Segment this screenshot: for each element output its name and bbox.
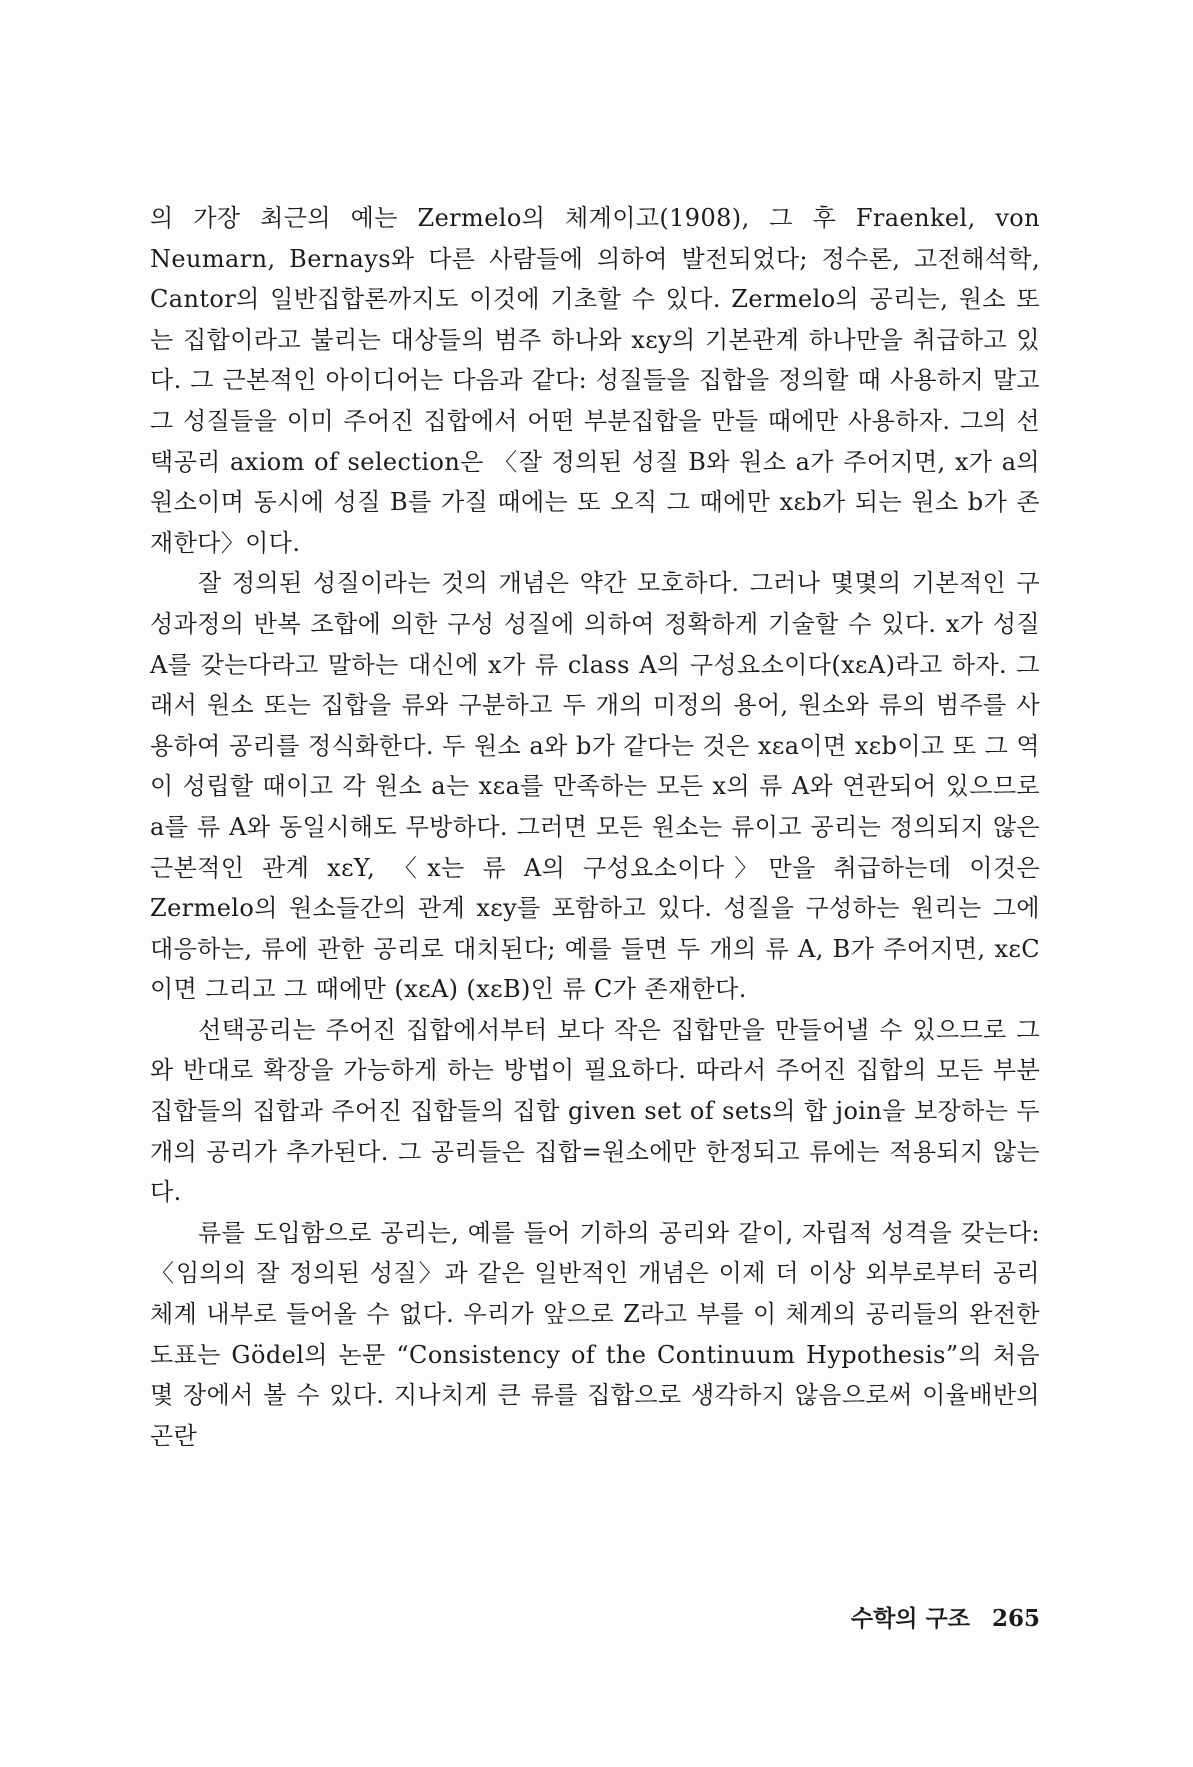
page-number: 265 <box>991 1605 1040 1632</box>
paragraph-1: 의 가장 최근의 예는 Zermelo의 체계이고(1908), 그 후 Fraenkel, von Neumarn, Bernays와 다른 사람들에 의하여 발전되었다; 정수론, 고전해석학, Cantor의 일반집합론까지도 이것에 기초할 수 있다. Zermelo의 공리는, 원소 또는 집합이라고 불리는 대상들의 범주 하나와 xεy의 기본관계 하나만을 취급하고 있다. 그 근본적인 아이디어는 다음과 같다: 성질들을 집합을 정의할 때 사용하지 말고 그 성질들을 이미 주어진 집합에서 어떤 부분집합을 만들 때에만 사용하자. 그의 선택공리 axiom of selection은 〈잘 정의된 성질 B와 원소 a가 주어지면, x가 a의 원소이며 동시에 성질 B를 가질 때에는 또 오직 그 때에만 xεb가 되는 원소 b가 존재한다〉이다. <box>150 204 1040 557</box>
paragraph-3: 선택공리는 주어진 집합에서부터 보다 작은 집합만을 만들어낼 수 있으므로 그와 반대로 확장을 가능하게 하는 방법이 필요하다. 따라서 주어진 집합의 모든 부분집합들의 집합과 주어진 집합들의 집합 given set of sets의 합 join을 보장하는 두 개의 공리가 추가된다. 그 공리들은 집합=원소에만 한정되고 류에는 적용되지 않는다. <box>150 1015 1040 1207</box>
running-head: 수학의 구조 <box>850 1605 970 1632</box>
paragraph-4: 류를 도입함으로 공리는, 예를 들어 기하의 공리와 같이, 자립적 성격을 갖는다: 〈임의의 잘 정의된 성질〉과 같은 일반적인 개념은 이제 더 이상 외부로부터 공리체계 내부로 들어올 수 없다. 우리가 앞으로 Z라고 부를 이 체계의 공리들의 완전한 도표는 Gödel의 논문 “Consistency of the Continuum Hypothesis”의 처음 몇 장에서 볼 수 있다. 지나치게 큰 류를 집합으로 생각하지 않음으로써 이율배반의 곤란 <box>150 1218 1040 1450</box>
page-footer <box>800 1600 1040 1633</box>
body-text <box>150 198 1040 1456</box>
paragraph-2: 잘 정의된 성질이라는 것의 개념은 약간 모호하다. 그러나 몇몇의 기본적인 구성과정의 반복 조합에 의한 구성 성질에 의하여 정확하게 기술할 수 있다. x가 성질 A를 갖는다라고 말하는 대신에 x가 류 class A의 구성요소이다(xεA)라고 하자. 그래서 원소 또는 집합을 류와 구분하고 두 개의 미정의 용어, 원소와 류의 범주를 사용하여 공리를 정식화한다. 두 원소 a와 b가 같다는 것은 xεa이면 xεb이고 또 그 역이 성립할 때이고 각 원소 a는 xεa를 만족하는 모든 x의 류 A와 연관되어 있으므로 a를 류 A와 동일시해도 무방하다. 그러면 모든 원소는 류이고 공리는 정의되지 않은 근본적인 관계 xεY, 〈x는 류 A의 구성요소이다〉만을 취급하는데 이것은 Zermelo의 원소들간의 관계 xεy를 포함하고 있다. 성질을 구성하는 원리는 그에 대응하는, 류에 관한 공리로 대치된다; 예를 들면 두 개의 류 A, B가 주어지면, xεC이면 그리고 그 때에만 (xεA) (xεB)인 류 C가 존재한다. <box>150 569 1040 1004</box>
